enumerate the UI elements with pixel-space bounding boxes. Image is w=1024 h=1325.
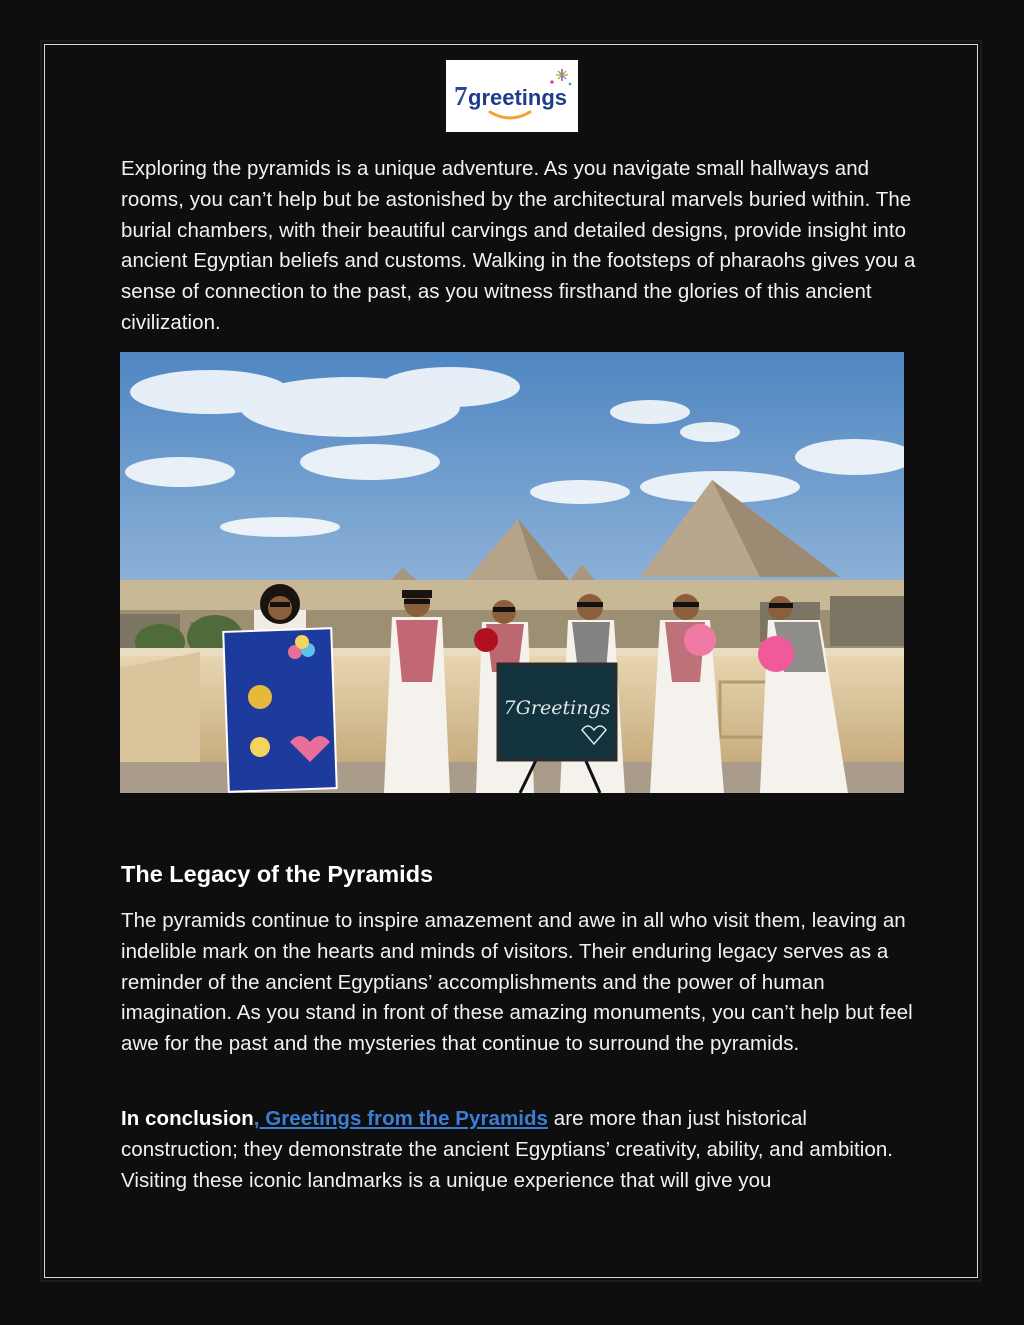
- 7greetings-logo[interactable]: [446, 60, 578, 132]
- section-heading: The Legacy of the Pyramids: [121, 861, 434, 887]
- conclusion-paragraph: [121, 1104, 921, 1196]
- conclusion-rest: are more than just historical construction; they demonstrate the ancient Egyptians’ creativity, ability, and ambition. Visiting these iconic landmarks is a unique experience that will give you: [121, 1107, 894, 1192]
- conclusion-lead: In conclusion: [121, 1107, 254, 1130]
- sparkle-icon: [550, 69, 571, 85]
- chalkboard-text: 7Greetings: [503, 697, 611, 719]
- greetings-from-pyramids-link[interactable]: , Greetings from the Pyramids: [253, 1107, 549, 1130]
- legacy-paragraph: The pyramids continue to inspire amazement and awe in all who visit them, leaving an indelible mark on the hearts and minds of visitors. Their enduring legacy serves as a reminder of the ancient Egyptians’ accomplishments and the power of human imagination. As you stand in front of these amazing monuments, you can’t help but feel awe for the past and the mysteries that continue to surround the pyramids.: [121, 909, 913, 1056]
- smile-icon: [490, 112, 530, 118]
- person-2: [384, 590, 450, 793]
- logo-text: greetings: [468, 85, 568, 110]
- intro-paragraph: Exploring the pyramids is a unique adventure. As you navigate small hallways and rooms, you can’t help but be astonished by the architectural marvels buried within. The burial chambers, with their beautiful carvings and detailed designs, provide insight into ancient Egyptian beliefs and customs. Walking in the footsteps of pharaohs gives you a sense of connection to the past, as you witness firsthand the glories of this ancient civilization.: [121, 157, 916, 334]
- group-photo: [120, 352, 904, 793]
- painted-board: [223, 628, 337, 792]
- logo-seven: 7: [454, 81, 468, 111]
